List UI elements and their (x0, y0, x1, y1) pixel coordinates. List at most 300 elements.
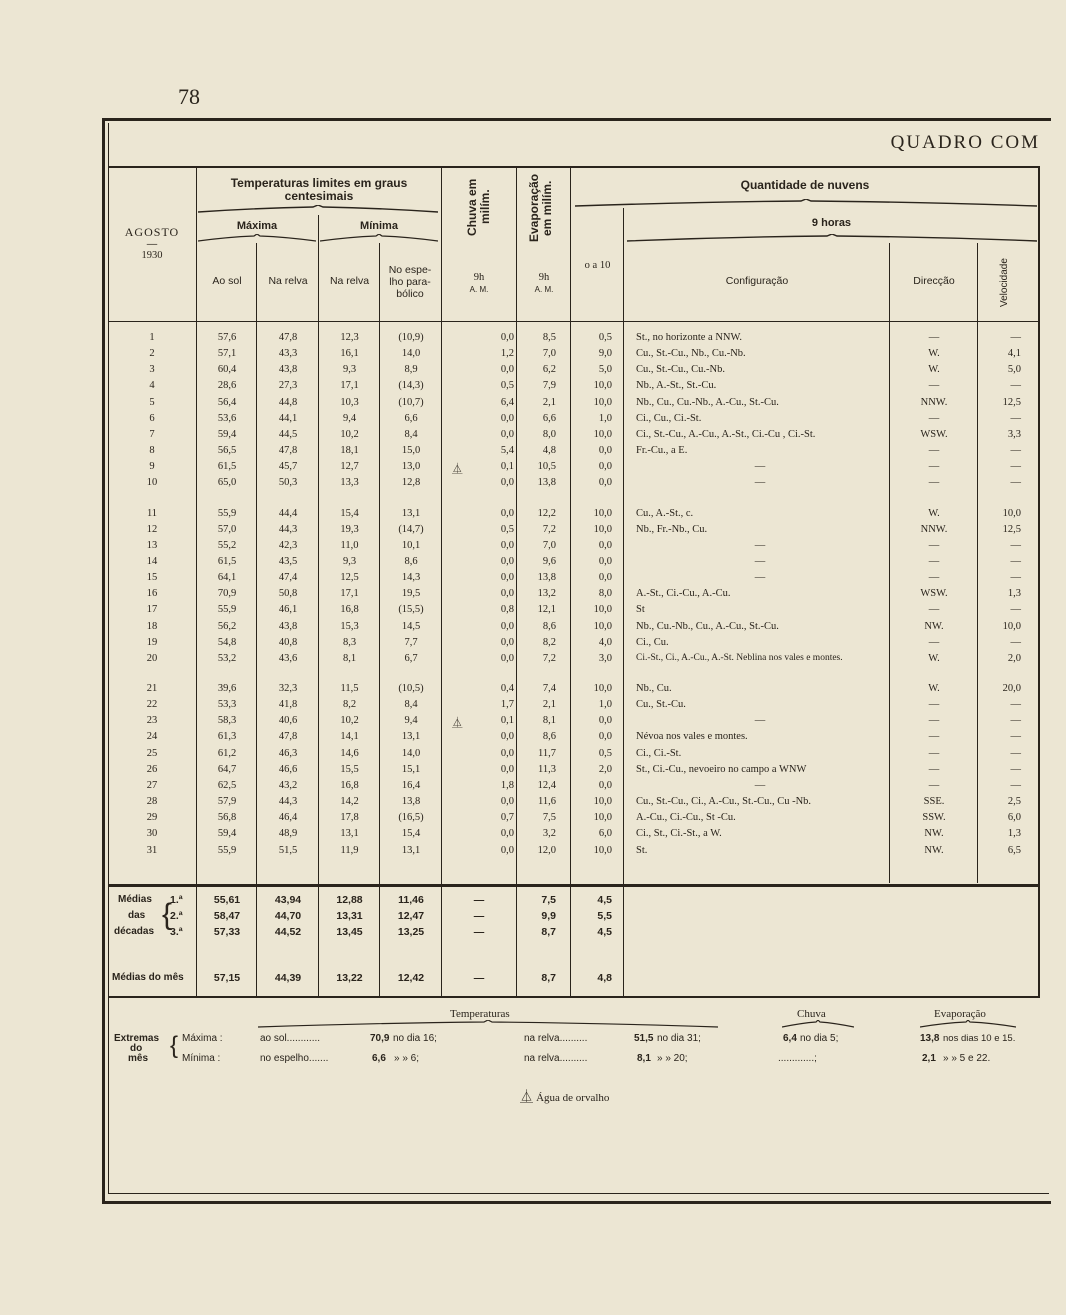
cell-day: 23 (146, 715, 158, 727)
cell-neb: 8,0 (598, 588, 612, 600)
cell-vel: — (1010, 539, 1021, 551)
cell-vel: 2,0 (1007, 652, 1021, 664)
cell-sol: 70,9 (217, 588, 237, 600)
cell-dir: W. (928, 683, 940, 694)
media-relva: 44,70 (274, 910, 302, 922)
media-minrelva: 13,31 (336, 910, 363, 922)
cell-sol: 61,3 (217, 731, 237, 743)
cell-sol: 54,8 (217, 636, 237, 648)
cell-sol: 56,5 (217, 445, 237, 457)
cell-evap: 11,6 (538, 796, 556, 808)
cell-chuva: 0,0 (500, 555, 514, 567)
cell-neb: 0,0 (598, 572, 612, 584)
cell-day: 18 (146, 620, 158, 632)
cell-chuva: 0,0 (500, 332, 514, 343)
cell-relva: 44,4 (278, 507, 298, 519)
cell-neb: 10,0 (593, 812, 612, 824)
ao-sol-header: Ao sol (212, 275, 242, 287)
cell-espelho: (14,7) (398, 523, 424, 535)
cell-sol: 53,6 (217, 412, 237, 424)
min-relva-value: 8,1 (637, 1053, 651, 1064)
cell-vel: 6,0 (1007, 812, 1021, 824)
cell-espelho: 14,5 (401, 620, 421, 632)
cell-config: Fr.-Cu., a E. (636, 445, 688, 457)
cell-neb: 10,0 (593, 796, 612, 808)
cell-sol: 55,9 (217, 604, 237, 616)
cell-dir: — (928, 731, 940, 743)
cell-minrelva: 16,1 (340, 348, 359, 360)
max-evap-day: nos dias 10 e 15. (943, 1033, 1016, 1044)
min-chuva-value: .............; (778, 1053, 817, 1064)
media-dec: 1.ª (170, 894, 183, 906)
cell-dir: — (928, 477, 940, 489)
media-minrelva: 12,88 (336, 894, 363, 906)
cell-dir: — (928, 604, 940, 616)
cell-sol: 60,4 (217, 364, 237, 376)
cell-sol: 56,4 (217, 396, 237, 408)
cell-neb: 1,0 (598, 412, 612, 424)
brace-icon (198, 205, 438, 213)
cell-espelho: 8,4 (404, 699, 418, 711)
cell-dir: W. (928, 652, 940, 664)
nuvens-header: Quantidade de nuvens (740, 178, 870, 192)
extremas-mes-label: mês (128, 1053, 149, 1064)
max-chuva-day: no dia 5; (800, 1033, 839, 1044)
cell-config: — (754, 477, 766, 489)
cell-vel: — (1010, 572, 1021, 584)
page-title: QUADRO COM (890, 132, 1040, 153)
max-relva-day: no dia 31; (657, 1033, 701, 1044)
cell-espelho: (15,5) (398, 604, 424, 616)
cell-minrelva: 13,1 (340, 828, 359, 840)
cell-dir: NNW. (920, 396, 948, 408)
media-evap: 7,5 (541, 894, 556, 906)
brace-icon (575, 199, 1037, 207)
cell-dir: W. (928, 364, 940, 376)
cell-relva: 45,7 (278, 461, 298, 473)
min-relva-label: na relva.......... (524, 1053, 588, 1064)
max-relva-label: na relva.......... (524, 1033, 588, 1044)
cell-chuva: 1,2 (500, 348, 514, 360)
chuva-am: A. M. (469, 285, 489, 294)
min-relva-day: » » 20; (657, 1053, 688, 1064)
cell-minrelva: 15,5 (340, 763, 359, 775)
cell-config: Cu., St.-Cu., Ci., A.-Cu., St.-Cu., Cu -Nb. (636, 796, 812, 808)
cell-relva: 48,9 (278, 828, 298, 840)
cell-dir: NW. (924, 844, 944, 856)
cell-sol: 65,0 (217, 477, 237, 489)
cell-evap: 8,6 (542, 620, 556, 632)
cell-minrelva: 15,4 (340, 507, 359, 519)
cell-espelho: 14,3 (401, 572, 421, 584)
cell-minrelva: 14,2 (340, 796, 359, 808)
cell-sol: 28,6 (217, 380, 237, 392)
cell-config: St. (636, 844, 648, 856)
media-mes-sol: 57,15 (213, 972, 241, 984)
cell-chuva: 0,0 (500, 747, 514, 759)
minima-label: Mínima : (182, 1053, 221, 1064)
media-mes-espelho: 12,42 (397, 972, 425, 984)
cell-dir: SSW. (922, 812, 946, 824)
nebulosidade-header: o a 10 (584, 260, 611, 271)
cell-chuva: 0,8 (500, 604, 514, 616)
cell-day: 1 (149, 332, 155, 343)
cell-day: 24 (146, 731, 158, 743)
cell-config: Ci., St., Ci.-St., a W. (636, 828, 722, 840)
cell-minrelva: 11,5 (340, 683, 359, 694)
cell-day: 12 (146, 523, 158, 535)
cell-espelho: (10,9) (398, 332, 424, 343)
cell-neb: 10,0 (593, 844, 612, 856)
cell-espelho: 15,4 (401, 828, 421, 840)
na-relva-max-header: Na relva (268, 275, 308, 287)
media-espelho: 12,47 (397, 910, 425, 922)
cell-neb: 0,0 (598, 539, 612, 551)
cell-relva: 40,6 (278, 715, 298, 727)
cell-relva: 44,5 (278, 428, 298, 440)
cell-dir: — (928, 636, 940, 648)
cell-day: 19 (146, 636, 158, 648)
cell-relva: 51,5 (278, 844, 298, 856)
cell-espelho: 13,0 (401, 461, 421, 473)
cell-sol: 55,9 (217, 507, 237, 519)
cell-neb: 10,0 (593, 396, 612, 408)
cell-day: 3 (149, 364, 155, 376)
max-evap-value: 13,8 (920, 1033, 940, 1044)
cell-day: 14 (146, 555, 158, 567)
cell-vel: 10,0 (1002, 507, 1021, 519)
cell-chuva: 0,0 (500, 507, 514, 519)
cell-evap: 7,0 (542, 539, 556, 551)
cell-espelho: 16,4 (401, 779, 421, 791)
dew-icon: ⏅ (452, 718, 463, 730)
media-evap: 9,9 (541, 910, 556, 922)
cell-chuva: 1,7 (500, 699, 514, 711)
cell-relva: 50,3 (278, 477, 298, 489)
cell-config: A.-Cu., Ci.-Cu., St -Cu. (636, 812, 736, 824)
cell-relva: 50,8 (278, 588, 298, 600)
cell-neb: 0,5 (598, 747, 612, 759)
media-chuva: — (473, 910, 485, 922)
cell-vel: 5,0 (1007, 364, 1021, 376)
cell-dir: WSW. (920, 588, 948, 600)
cell-relva: 43,8 (278, 364, 298, 376)
brace-icon (920, 1020, 1016, 1028)
chuva-time: 9h (473, 272, 485, 283)
cell-day: 22 (146, 699, 158, 711)
dew-icon: ⏅ (520, 1089, 534, 1104)
media-mes-relva: 44,39 (274, 972, 302, 984)
cell-sol: 61,5 (217, 461, 237, 473)
cell-espelho: 14,0 (401, 348, 421, 360)
agosto-label: AGOSTO (124, 225, 180, 239)
cell-vel: — (1010, 461, 1021, 473)
media-relva: 44,52 (274, 926, 302, 938)
cell-chuva: 0,0 (500, 477, 514, 489)
media-neb: 5,5 (597, 910, 612, 922)
maxima-header: Máxima (236, 220, 278, 232)
cell-relva: 47,8 (278, 445, 298, 457)
cell-espelho: 13,8 (401, 796, 421, 808)
cell-day: 9 (149, 461, 155, 473)
cell-vel: 2,5 (1007, 796, 1021, 808)
cell-relva: 41,8 (278, 699, 298, 711)
cell-neb: 9,0 (598, 348, 612, 360)
cell-minrelva: 10,2 (340, 428, 359, 440)
max-chuva-value: 6,4 (783, 1033, 797, 1044)
cell-relva: 43,8 (278, 620, 298, 632)
cell-vel: — (1010, 445, 1021, 457)
cell-relva: 27,3 (278, 380, 298, 392)
cell-day: 11 (146, 507, 158, 519)
cell-espelho: (14,3) (398, 380, 424, 392)
cell-minrelva: 9,3 (342, 364, 357, 376)
cell-relva: 47,4 (278, 572, 298, 584)
extremas-label: Extremas (114, 1033, 160, 1044)
cell-day: 30 (146, 828, 158, 840)
cell-minrelva: 13,3 (340, 477, 359, 489)
cell-dir: — (928, 380, 940, 392)
extremes-evap-header: Evaporação (934, 1008, 986, 1020)
cell-chuva: 0,0 (500, 844, 514, 856)
medias-mes-label: Médias do mês (112, 972, 184, 983)
cell-day: 25 (146, 747, 158, 759)
direccao-header: Direcção (913, 275, 955, 287)
cell-neb: 10,0 (593, 523, 612, 535)
cell-espelho: (10,7) (398, 396, 424, 408)
cell-minrelva: 16,8 (340, 604, 359, 616)
cell-chuva: 0,5 (500, 380, 514, 392)
cell-espelho: 6,7 (404, 652, 418, 664)
cell-vel: — (1010, 332, 1021, 343)
cell-vel: — (1010, 715, 1021, 727)
legend (520, 1086, 609, 1105)
cell-relva: 42,3 (278, 539, 298, 551)
cell-sol: 58,3 (217, 715, 237, 727)
cell-day: 21 (146, 683, 158, 694)
cell-vel: — (1010, 380, 1021, 392)
cell-config: — (754, 779, 766, 791)
cell-evap: 11,7 (538, 747, 556, 759)
cell-neb: 10,0 (593, 620, 612, 632)
cell-day: 7 (149, 428, 155, 440)
cell-config: — (754, 539, 766, 551)
cell-neb: 10,0 (593, 380, 612, 392)
cell-minrelva: 10,2 (340, 715, 359, 727)
cell-espelho: 13,1 (401, 844, 421, 856)
cell-day: 15 (146, 572, 158, 584)
cell-chuva: 0,0 (500, 539, 514, 551)
cell-vel: 1,3 (1007, 828, 1021, 840)
cell-chuva: 0,5 (500, 523, 514, 535)
cell-evap: 6,6 (542, 412, 556, 424)
media-espelho: 13,25 (397, 926, 425, 938)
cell-chuva: 0,0 (500, 572, 514, 584)
cell-dir: SSE. (923, 796, 945, 808)
cell-config: — (754, 715, 766, 727)
page-number: 78 (178, 84, 200, 109)
cell-espelho: 8,6 (404, 555, 418, 567)
cell-evap: 11,3 (538, 763, 556, 775)
cell-minrelva: 12,5 (340, 572, 359, 584)
cell-relva: 43,2 (278, 779, 298, 791)
cell-dir: — (928, 763, 940, 775)
cell-minrelva: 11,9 (340, 844, 359, 856)
cell-day: 27 (146, 779, 158, 791)
cell-minrelva: 8,2 (342, 699, 357, 711)
cell-chuva: 5,4 (500, 445, 514, 457)
cell-chuva: 1,8 (500, 779, 514, 791)
cell-sol: 59,4 (217, 428, 237, 440)
cell-minrelva: 12,3 (340, 332, 359, 343)
cell-vel: — (1010, 731, 1021, 743)
cell-sol: 56,8 (217, 812, 237, 824)
cell-sol: 64,7 (217, 763, 237, 775)
cell-config: — (754, 461, 766, 473)
decadas-brace-icon: { (162, 898, 173, 931)
cell-sol: 55,2 (217, 539, 237, 551)
cell-vel: 4,1 (1007, 348, 1021, 360)
cell-neb: 0,0 (598, 779, 612, 791)
cell-evap: 7,0 (542, 348, 556, 360)
cell-vel: 1,3 (1007, 588, 1021, 600)
cell-day: 20 (146, 652, 158, 664)
cell-vel: 6,5 (1007, 844, 1021, 856)
cell-dir: — (928, 539, 940, 551)
cell-relva: 47,8 (278, 332, 298, 343)
cell-day: 13 (146, 539, 158, 551)
cell-config: — (754, 555, 766, 567)
cell-neb: 0,0 (598, 445, 612, 457)
cell-dir: — (928, 572, 940, 584)
cell-evap: 9,6 (542, 555, 556, 567)
cell-evap: 2,1 (542, 396, 556, 408)
cell-dir: — (928, 332, 940, 343)
media-neb: 4,5 (597, 894, 612, 906)
cell-minrelva: 17,1 (340, 588, 359, 600)
cell-config: Ci.-St., Ci., A.-Cu., A.-St. Neblina nos vales e montes. (636, 652, 843, 663)
cell-evap: 13,2 (537, 588, 556, 600)
cell-minrelva: 18,1 (340, 445, 359, 457)
cell-chuva: 0,7 (500, 812, 514, 824)
brace-icon (258, 1020, 718, 1028)
media-relva: 43,94 (274, 894, 302, 906)
max-relva-value: 51,5 (634, 1033, 654, 1044)
cell-day: 4 (149, 380, 155, 392)
cell-config: Nb., Fr.-Nb., Cu. (636, 523, 708, 535)
cell-day: 28 (146, 796, 158, 808)
cell-minrelva: 8,1 (342, 652, 357, 664)
extremes-temp-header: Temperaturas (450, 1008, 510, 1020)
cell-config: Nb., A.-St., St.-Cu. (636, 380, 717, 392)
cell-relva: 46,6 (278, 763, 298, 775)
legend-text: Água de orvalho (536, 1092, 610, 1104)
cell-chuva: 0,0 (500, 652, 514, 664)
cell-minrelva: 9,3 (342, 555, 357, 567)
min-espelho-label: no espelho....... (260, 1053, 329, 1064)
cell-day: 29 (146, 812, 158, 824)
cell-vel: 10,0 (1002, 620, 1021, 632)
cell-relva: 43,5 (278, 555, 298, 567)
brace-icon (782, 1020, 854, 1028)
cell-relva: 43,3 (278, 348, 298, 360)
cell-chuva: 0,0 (500, 412, 514, 424)
cell-sol: 56,2 (217, 620, 237, 632)
cell-relva: 46,3 (278, 747, 298, 759)
cell-config: Nb., Cu. (636, 683, 672, 694)
cell-minrelva: 14,1 (340, 731, 359, 743)
cell-vel: — (1010, 555, 1021, 567)
velocidade-header: Velocidade (999, 258, 1010, 308)
na-relva-min-header: Na relva (329, 275, 370, 287)
media-evap: 8,7 (541, 926, 556, 938)
cell-chuva: 0,0 (500, 828, 514, 840)
cell-espelho: 8,9 (404, 364, 418, 376)
cell-evap: 7,2 (542, 652, 556, 664)
cell-config: St., no horizonte a NNW. (636, 332, 743, 343)
cell-day: 5 (149, 396, 155, 408)
media-chuva: — (473, 926, 485, 938)
evap-time: 9h (538, 272, 550, 283)
cell-config: — (754, 572, 766, 584)
extremes-chuva-header: Chuva (797, 1008, 826, 1020)
cell-dir: W. (928, 507, 940, 519)
cell-evap: 7,5 (542, 812, 556, 824)
cell-neb: 1,0 (598, 699, 612, 711)
cell-day: 17 (146, 604, 158, 616)
cell-neb: 0,0 (598, 477, 612, 489)
media-mes-minrelva: 13,22 (336, 972, 363, 984)
cell-sol: 61,2 (217, 747, 237, 759)
cell-chuva: 0,0 (500, 428, 514, 440)
cell-relva: 46,4 (278, 812, 298, 824)
cell-vel: — (1010, 747, 1021, 759)
extremas-brace-icon: { (170, 1032, 179, 1059)
cell-sol: 59,4 (217, 828, 237, 840)
cell-vel: 20,0 (1002, 683, 1021, 694)
cell-evap: 12,4 (537, 779, 556, 791)
cell-chuva: 0,0 (500, 364, 514, 376)
max-sol-label: ao sol............ (260, 1033, 321, 1044)
cell-day: 6 (149, 412, 155, 424)
year-label: 1930 (141, 250, 163, 261)
cell-dir: — (928, 747, 940, 759)
cell-evap: 8,2 (542, 636, 556, 648)
media-neb: 4,5 (597, 926, 612, 938)
medias-label: Médias (118, 894, 152, 905)
cell-vel: — (1010, 412, 1021, 424)
cell-chuva: 6,4 (500, 396, 514, 408)
dew-icon: ⏅ (452, 464, 463, 476)
cell-evap: 2,1 (542, 699, 556, 711)
cell-dir: — (928, 461, 940, 473)
cell-neb: 10,0 (593, 507, 612, 519)
cell-dir: — (928, 699, 940, 711)
agosto-dash: — (146, 238, 158, 250)
cell-config: Ci., St.-Cu., A.-Cu., A.-St., Ci.-Cu , Ci.-St. (636, 428, 816, 440)
cell-chuva: 0,0 (500, 588, 514, 600)
cell-minrelva: 16,8 (340, 779, 359, 791)
cell-neb: 10,0 (593, 604, 612, 616)
cell-config: Cu., A.-St., c. (636, 507, 694, 519)
cell-espelho: 14,0 (401, 747, 421, 759)
media-sol: 55,61 (213, 894, 241, 906)
cell-espelho: 10,1 (401, 539, 421, 551)
cell-evap: 12,1 (537, 604, 556, 616)
cell-neb: 0,0 (598, 715, 612, 727)
medias-das-label: das (128, 910, 146, 921)
cell-evap: 13,8 (537, 477, 556, 489)
